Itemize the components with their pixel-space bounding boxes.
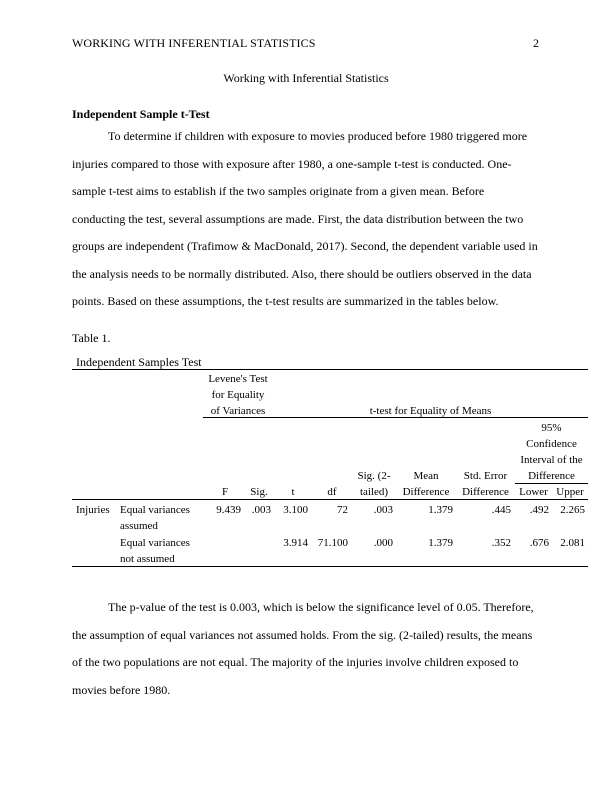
ci-header-line: 95%: [541, 422, 562, 434]
cell-se-diff: .445: [491, 504, 511, 516]
table-top-rule: [72, 369, 588, 370]
paragraph-line: of the two populations are not equal. The majority of the injuries involve children exposed to: [72, 655, 519, 669]
table-caption: Independent Samples Test: [76, 355, 202, 369]
table-label: Table 1.: [72, 331, 111, 345]
col-header-se-diff: [456, 468, 515, 500]
levene-header-line: Levene's Test: [208, 373, 268, 385]
paragraph-line: points. Based on these assumptions, the t-test results are summarized in the tables below.: [72, 294, 499, 308]
levene-header-line: of Variances: [210, 405, 266, 417]
cell-t: 3.100: [283, 504, 308, 516]
col-header-line: Difference: [402, 486, 450, 498]
col-header-line: Mean: [413, 470, 439, 482]
cell-upper: 2.265: [560, 504, 585, 516]
section-heading: Independent Sample t-Test: [72, 107, 210, 121]
col-header-df: df: [327, 486, 337, 498]
col-header-line: Std. Error: [463, 470, 508, 482]
row-label: [120, 535, 190, 567]
col-header-f: F: [221, 486, 229, 498]
paragraph-line: groups are independent (Trafimow & MacDonald, 2017). Second, the dependent variable used in: [72, 239, 538, 253]
paragraph-line: movies before 1980.: [72, 682, 171, 697]
cell-sig2: .000: [373, 537, 393, 549]
col-header-line: Sig. (2-: [357, 470, 391, 482]
cell-df: 72: [337, 504, 348, 516]
col-header-line: tailed): [359, 486, 389, 498]
levene-header: [203, 371, 273, 419]
paragraph-conclusion: [72, 594, 544, 704]
ttest-header: t-test for Equality of Means: [369, 405, 492, 417]
levene-header-line: for Equality: [211, 389, 265, 401]
variable-label: Injuries: [76, 504, 110, 516]
paragraph-line: injuries compared to those with exposure after 1980, a one-sample t-test is conducted. One-: [72, 156, 512, 171]
cell-sig: .003: [251, 504, 271, 516]
paragraph-line: conducting the test, several assumptions are made. First, the data distribution between the two: [72, 211, 524, 226]
ci-header-line: Difference: [528, 470, 575, 482]
col-header-line: Difference: [462, 486, 509, 498]
page-number: 2: [533, 36, 539, 50]
row-label-line: Equal variances: [120, 504, 190, 516]
col-header-sig: Sig.: [250, 486, 268, 498]
ci-header-line: Confidence: [526, 438, 577, 450]
col-header-sig2: [352, 468, 396, 500]
page-title: Working with Inferential Statistics: [223, 71, 389, 85]
cell-mean-diff: 1.379: [428, 537, 453, 549]
paragraph-line: the assumption of equal variances not assumed holds. From the sig. (2-tailed) results, the means: [72, 627, 533, 642]
paragraph-line: sample t-test aims to establish if the two samples originate from a given mean. Before: [72, 184, 485, 198]
paragraph-line: To determine if children with exposure to movies produced before 1980 triggered more: [108, 129, 528, 143]
cell-lower: .676: [529, 537, 549, 549]
cell-f: 9.439: [216, 504, 241, 516]
ci-header: [515, 420, 588, 484]
cell-mean-diff: 1.379: [428, 504, 453, 516]
row-label-line: not assumed: [120, 553, 175, 565]
paragraph-line: The p-value of the test is 0.003, which is below the significance level of 0.05. Therefore,: [108, 600, 534, 614]
row-label-line: Equal variances: [120, 537, 190, 549]
col-header-upper: Upper: [556, 486, 584, 498]
paragraph-intro: [72, 123, 544, 316]
col-header-lower: Lower: [519, 486, 548, 498]
row-label: [120, 502, 190, 534]
independent-samples-table: [72, 369, 588, 568]
cell-t: 3.914: [283, 537, 308, 549]
running-head: WORKING WITH INFERENTIAL STATISTICS: [72, 36, 316, 50]
cell-df: 71.100: [317, 537, 348, 549]
cell-sig2: .003: [373, 504, 393, 516]
paragraph-line: the analysis needs to be normally distributed. Also, there should be outliers observed in the data: [72, 266, 532, 281]
row-label-line: assumed: [120, 520, 158, 532]
ci-header-line: Interval of the: [520, 454, 583, 466]
cell-lower: .492: [529, 504, 549, 516]
col-header-mean-diff: [396, 468, 456, 500]
cell-upper: 2.081: [560, 537, 585, 549]
cell-se-diff: .352: [491, 537, 511, 549]
col-header-t: t: [291, 486, 295, 498]
